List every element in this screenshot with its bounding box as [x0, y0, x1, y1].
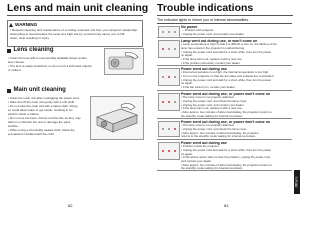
side-tab-label: Others	[294, 176, 299, 188]
page-title: Trouble indications	[157, 2, 254, 14]
indicator-panel-icon	[158, 142, 180, 160]
warning-line: • Request cleaning and maintenance of a ceiling-mounted unit from your projector dealership.	[10, 28, 138, 32]
table-row	[157, 66, 292, 91]
side-tab	[294, 170, 301, 194]
row-line: • Lamp temperature is high so that it is difficult to turn on, the lifetime of the	[181, 43, 277, 47]
text-line: • Do not wipe the main unit with a damp cloth. Doing	[8, 104, 78, 108]
row-line: and contact your dealer.	[181, 160, 212, 164]
left-page	[0, 0, 150, 212]
text-line: • When using a chemically treated cloth, follow the	[8, 128, 75, 132]
led-icon	[168, 76, 170, 78]
warning-text	[10, 28, 140, 40]
page-number: 83	[224, 203, 229, 208]
row-line: returns to the standby mode waiting for internal cool-down.	[181, 135, 257, 139]
warning-label: WARNING	[15, 22, 38, 27]
text-line: • Do not use benzene, thinner and the like as they may	[8, 116, 81, 120]
title-rule	[7, 15, 143, 16]
row-line: on again.	[181, 54, 193, 58]
row-heading: Power went out during use, or power won't come on	[181, 120, 271, 124]
row-heading: Power went out during use, or power won't come on	[181, 92, 271, 96]
row-line: • Unplug the power cord, and check the lamp cover.	[181, 127, 248, 131]
row-body	[181, 141, 291, 171]
lens-cleaning-heading	[7, 47, 54, 54]
led-icon	[174, 76, 176, 78]
text-line: deform or discolor the unit or damage the paint	[8, 120, 71, 124]
led-icon	[162, 48, 164, 50]
main-unit-cleaning-heading	[7, 87, 66, 94]
row-heading: Power went out during use	[181, 67, 227, 71]
projector-lens-icon	[105, 49, 143, 74]
row-line: • If the lamp turns out, replace it with a new one.	[181, 58, 243, 62]
text-line: or strike it.	[8, 68, 22, 72]
table-row	[157, 140, 292, 171]
projector-wipe-icon	[91, 97, 143, 139]
warning-line: down, thus resulting in injury.	[10, 36, 50, 40]
led-icon	[174, 150, 176, 152]
led-icon	[168, 128, 170, 130]
led-icon	[162, 31, 164, 33]
indicator-panel-icon	[158, 40, 180, 58]
table-row	[157, 91, 292, 119]
text-line: • The lens is easily scratched, so do not rub it with hard objects,	[8, 64, 93, 68]
row-line: on again.	[181, 152, 193, 156]
row-line: • If the lamp turns out, replace it with a new one.	[181, 107, 243, 111]
main-unit-cleaning-illustration	[90, 96, 144, 140]
warning-header	[9, 22, 37, 27]
main-unit-cleaning-text	[8, 96, 86, 136]
row-line: • The lamp cover is not properly attached.	[181, 124, 235, 128]
led-icon	[174, 31, 176, 33]
row-line: the standby mode waiting for internal cool-down.	[181, 167, 244, 171]
text-line: precautions included with the cloth.	[8, 132, 55, 136]
led-icon	[162, 76, 164, 78]
section-bullet-icon	[7, 49, 11, 53]
row-line: • Unplug the power cord and wait for a short while, then turn the power	[181, 50, 272, 54]
led-icon	[168, 150, 170, 152]
row-line: • If the problem still exists, contact your dealer.	[181, 61, 241, 65]
row-line: • Unplug the power cord, and contact your dealer.	[181, 32, 245, 36]
text-line: so could allow water to get inside, resulting in an	[8, 108, 73, 112]
row-body	[181, 67, 291, 90]
trouble-table	[157, 23, 292, 171]
row-line: • Turn on the projector so that the air intake and exhaust are not blocked.	[181, 74, 275, 78]
text-line: • Clean the main unit after unplugging the power cord.	[8, 96, 80, 100]
text-line: • Clean the lens with a commercially available flower and/or	[8, 56, 87, 60]
section-title: Main unit cleaning	[13, 87, 66, 93]
text-line: • Wipe dirt off the main unit gently with a soft cloth.	[8, 100, 76, 104]
row-line: • If the fan cannot run, contact your dealer.	[181, 86, 236, 90]
led-icon	[162, 128, 164, 130]
row-heading: No power	[181, 25, 198, 29]
table-row	[157, 38, 292, 66]
row-line: • Unplug the power cord, and check the lamp cover.	[181, 99, 248, 103]
row-line: the standby mode waiting for internal cool-down.	[181, 114, 244, 118]
warning-line: Attempting to clean/replace the lamp at a high site by yourself may cause you to fall	[10, 32, 125, 36]
row-heading: Power went out during use	[181, 141, 227, 145]
led-icon	[174, 128, 176, 130]
warning-icon	[9, 23, 13, 27]
section-bullet-icon	[7, 89, 11, 93]
led-icon	[168, 31, 170, 33]
lens-cleaning-illustration	[104, 48, 144, 75]
text-line: surface.	[8, 124, 19, 128]
text-line: electric shock or failure.	[8, 112, 40, 116]
text-line: lens cleaner.	[8, 60, 25, 64]
page-title: Lens and main unit cleaning	[7, 2, 149, 14]
right-page	[150, 0, 300, 212]
row-line: • After approx. two minutes of abnormal display, the projector returns to	[181, 163, 272, 167]
row-body	[181, 39, 291, 65]
row-body	[181, 25, 291, 37]
title-rule	[157, 15, 293, 16]
row-line: • The lamp cover is not properly attached.	[181, 96, 235, 100]
row-line: lamp has ended or the projector is malfunctioning.	[181, 46, 245, 50]
led-icon	[168, 101, 170, 103]
indicator-panel-icon	[158, 121, 180, 137]
led-icon	[162, 150, 164, 152]
row-body	[181, 92, 291, 118]
row-line: • After approx. two minutes of abnormal display, the projector returns to	[181, 111, 272, 115]
led-icon	[162, 101, 164, 103]
row-line: • If this above action will not clear the problem, unplug the power cord,	[181, 156, 271, 160]
led-icon	[168, 48, 170, 50]
indicator-panel-icon	[158, 26, 180, 38]
row-line: → Problem with projector	[181, 29, 214, 33]
row-line: • Unplug the power cord and wait for a short while, then turn the power	[181, 148, 272, 152]
page-number: 82	[68, 203, 73, 208]
row-line: • Unplug the power cord, and contact your dealer.	[181, 103, 245, 107]
row-line: on again.	[181, 82, 193, 86]
intro-text: The indicator lights to inform you of internal abnormalities.	[157, 17, 250, 22]
indicator-panel-icon	[158, 68, 180, 86]
table-row	[157, 24, 292, 38]
row-line: • After approx. two minutes of abnormal display, the projector	[181, 131, 259, 135]
row-line: • Internal temperature is so high, the internal temperature is too high.	[181, 71, 269, 75]
section-title: Lens cleaning	[13, 47, 54, 53]
row-line: • Problem inside the projector.	[181, 145, 220, 149]
indicator-panel-icon	[158, 93, 180, 111]
row-heading: Lamp went out during use, or won't come on	[181, 39, 258, 43]
led-icon	[174, 48, 176, 50]
row-line: • Unplug the power cord and wait for a short while, then turn the power	[181, 78, 272, 82]
led-icon	[174, 101, 176, 103]
warning-box	[7, 20, 143, 47]
row-body	[181, 120, 291, 139]
table-row	[157, 119, 292, 140]
